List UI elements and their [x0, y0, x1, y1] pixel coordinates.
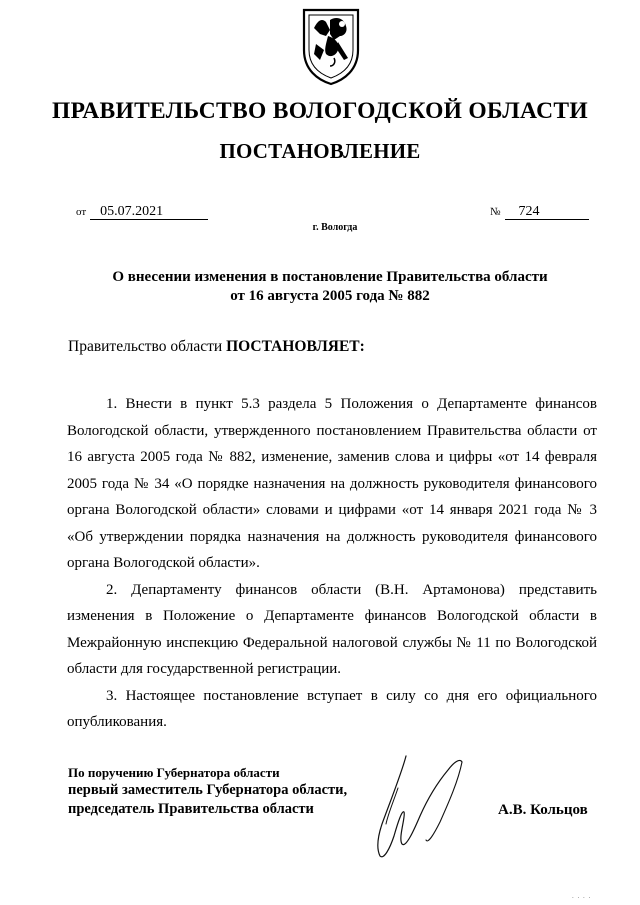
signatory-line-3: председатель Правительства области [68, 801, 314, 817]
subject-line-1: О внесении изменения в постановление Правительства области [112, 269, 548, 285]
document-type: ПОСТАНОВЛЕНИЕ [219, 139, 421, 163]
paragraph-1: 1. Внести в пункт 5.3 раздела 5 Положения о Департаменте финансов Вологодской области, утвержденного постановлением Правительства области от 16 августа 2005 года № 882, изменение, заменив слова и цифры «от 14 февраля 2005 года № 34 «О порядке назначения на должность руководителя финансового органа Вологодской области» словами и цифрами «от 14 января 2021 года № 3 «Об утверждении порядка назначения на должность руководителя финансового органа Вологодской области». [67, 396, 597, 571]
number-field [490, 204, 589, 220]
signatory-line-1: По поручению Губернатора области [68, 765, 280, 780]
preamble-emphasis: ПОСТАНОВЛЯЕТ: [226, 338, 365, 355]
signatory-line-2: первый заместитель Губернатора области, [68, 782, 348, 798]
subject-line-2: от 16 августа 2005 года № 882 [230, 288, 430, 304]
scan-mark: . . . . [572, 892, 592, 900]
date-field [76, 204, 208, 220]
preamble [68, 338, 365, 356]
signature-block [68, 764, 347, 819]
coat-of-arms-icon [300, 6, 362, 86]
number-prefix: № [490, 206, 501, 218]
document-subject [60, 268, 600, 306]
date-prefix: от [76, 206, 87, 218]
paragraph-3: 3. Настоящее постановление вступает в силу со дня его официального опубликования. [67, 687, 597, 730]
city-label: г. Вологда [312, 222, 358, 233]
handwritten-signature [368, 752, 478, 864]
document-body [67, 391, 597, 736]
government-title: ПРАВИТЕЛЬСТВО ВОЛОГОДСКОЙ ОБЛАСТИ [52, 98, 588, 124]
paragraph-2: 2. Департаменту финансов области (В.Н. Артамонова) представить изменения в Положение о Департаменте финансов Вологодской области в Межрайонную инспекцию Федеральной налоговой службы № 11 по Вологодской области для государственной регистрации. [67, 581, 597, 677]
document-number: 724 [505, 205, 589, 220]
document-date: 05.07.2021 [90, 205, 208, 220]
signer-name: А.В. Кольцов [498, 802, 588, 818]
preamble-text: Правительство области [68, 338, 227, 355]
